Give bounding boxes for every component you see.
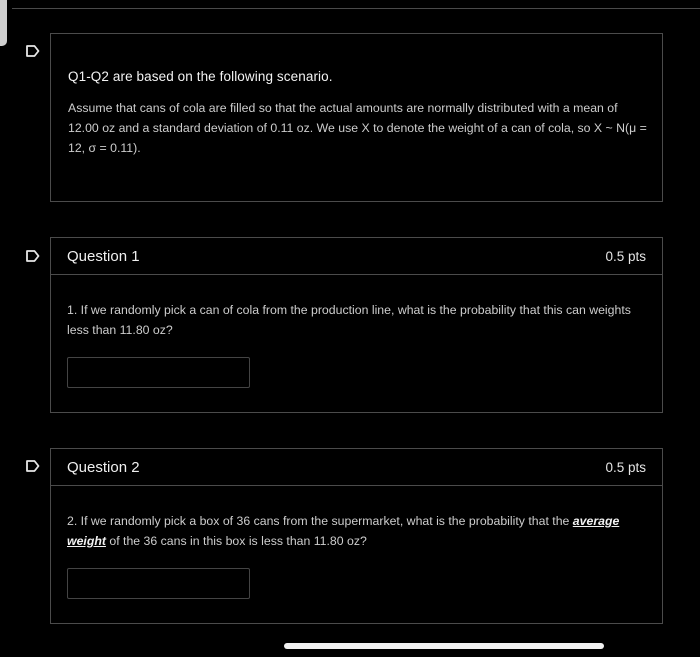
question-text [67, 511, 647, 551]
flag-question-icon[interactable] [26, 460, 40, 472]
question-points: 0.5 pts [605, 460, 646, 475]
question-header [51, 238, 662, 275]
home-indicator[interactable] [284, 643, 604, 649]
question-points: 0.5 pts [605, 249, 646, 264]
top-divider [12, 8, 700, 9]
question-title: Question 1 [67, 248, 140, 265]
flag-icon[interactable] [26, 45, 40, 57]
flag-question-icon[interactable] [26, 250, 40, 262]
question-title: Question 2 [67, 459, 140, 476]
scenario-panel [50, 33, 663, 202]
question-text-before: 2. If we randomly pick a box of 36 cans from the supermarket, what is the probability that the [67, 514, 573, 528]
question-2-panel [50, 448, 663, 624]
answer-input[interactable] [67, 568, 250, 599]
question-header [51, 449, 662, 486]
question-1-panel [50, 237, 663, 413]
scenario-text: Assume that cans of cola are filled so that the actual amounts are normally distributed with a mean of 12.00 oz and a standard deviation of 0.11 oz. We use X to denote the weight of a can of cola, so X ~ N(μ = 12, σ = 0.11). [68, 101, 647, 155]
scenario-title: Q1-Q2 are based on the following scenario. [68, 69, 333, 84]
question-text: 1. If we randomly pick a can of cola from the production line, what is the probability that this can weights less than 11.80 oz? [67, 303, 631, 337]
question-text-emphasis: average weight [67, 514, 620, 548]
question-text-after: of the 36 cans in this box is less than 11.80 oz? [105, 534, 367, 548]
side-tab[interactable] [0, 0, 7, 46]
answer-input[interactable] [67, 357, 250, 388]
